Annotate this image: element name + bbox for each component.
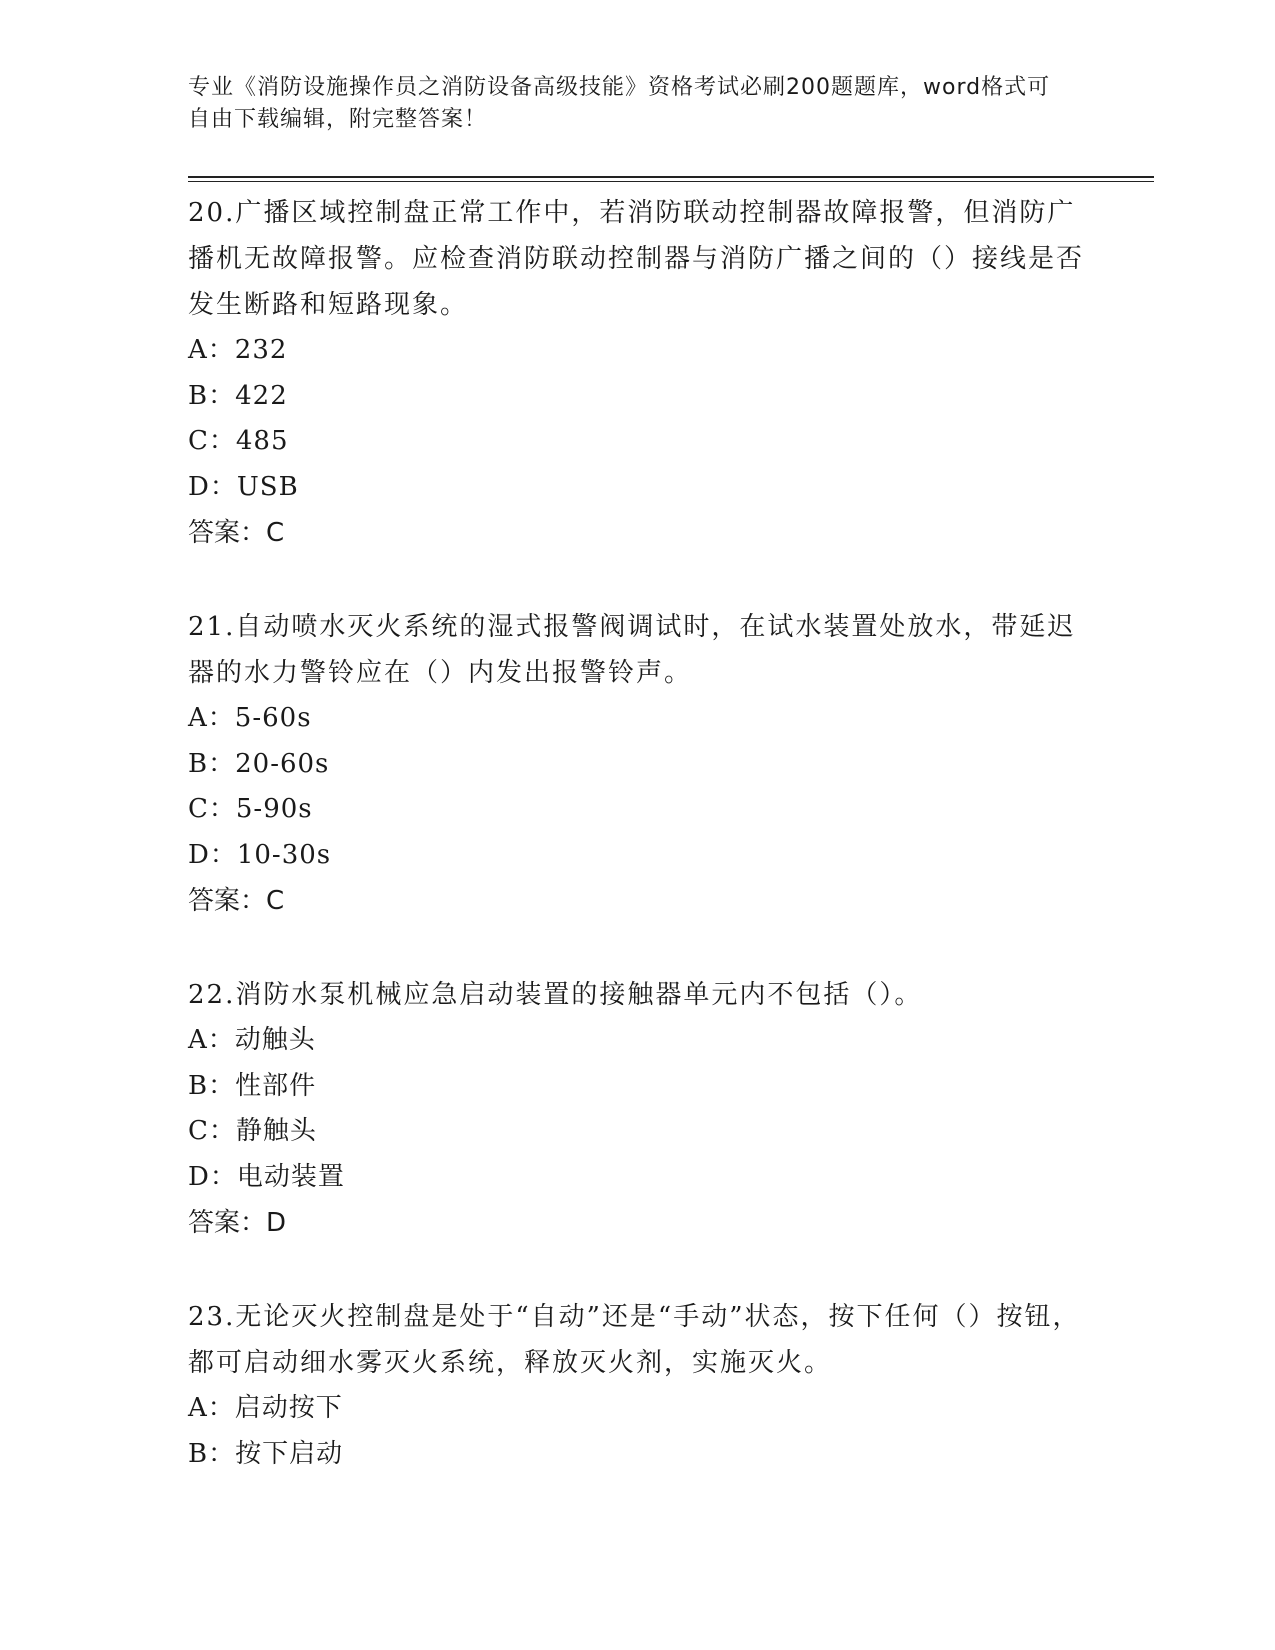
answer-line: 答案：D bbox=[188, 1208, 287, 1238]
option-c: C：5-90s bbox=[188, 794, 313, 824]
question-stem: 22.消防水泵机械应急启动装置的接触器单元内不包括（）。 bbox=[188, 980, 923, 1010]
answer-line: 答案：C bbox=[188, 886, 285, 916]
question-list bbox=[188, 190, 1088, 1477]
option-c: C：静触头 bbox=[188, 1116, 317, 1146]
question-22 bbox=[188, 972, 1088, 1246]
option-a: A：5-60s bbox=[188, 703, 312, 733]
option-d: D：电动装置 bbox=[188, 1161, 345, 1192]
option-d: D：USB bbox=[188, 471, 299, 502]
question-gap bbox=[188, 924, 1088, 972]
option-b: B：20-60s bbox=[188, 748, 330, 779]
question-stem: 23.无论灭火控制盘是处于“自动”还是“手动”状态，按下任何（）按钮，都可启动细水雾灭火系统，释放灭火剂，实施灭火。 bbox=[188, 1302, 1081, 1378]
question-20 bbox=[188, 190, 1088, 556]
option-a: A：232 bbox=[188, 335, 288, 365]
option-b: B：按下启动 bbox=[188, 1438, 344, 1469]
question-stem: 21.自动喷水灭火系统的湿式报警阀调试时，在试水装置处放水，带延迟器的水力警铃应在（）内发出报警铃声。 bbox=[188, 612, 1076, 688]
option-b: B：性部件 bbox=[188, 1070, 317, 1101]
option-c: C：485 bbox=[188, 426, 289, 456]
option-a: A：启动按下 bbox=[188, 1393, 343, 1423]
option-a: A：动触头 bbox=[188, 1025, 316, 1055]
header-divider-thin bbox=[188, 181, 1154, 182]
question-gap bbox=[188, 1246, 1088, 1294]
document-header: 专业《消防设施操作员之消防设备高级技能》资格考试必刷200题题库，word格式可自由下载编辑，附完整答案！ bbox=[188, 75, 1051, 132]
question-stem: 20.广播区域控制盘正常工作中，若消防联动控制器故障报警，但消防广播机无故障报警。应检查消防联动控制器与消防广播之间的（）接线是否发生断路和短路现象。 bbox=[188, 198, 1085, 320]
question-23 bbox=[188, 1294, 1088, 1477]
header-divider-thick bbox=[188, 176, 1154, 178]
question-gap bbox=[188, 556, 1088, 604]
option-d: D：10-30s bbox=[188, 839, 332, 870]
option-b: B：422 bbox=[188, 380, 288, 411]
question-21 bbox=[188, 604, 1088, 924]
answer-line: 答案：C bbox=[188, 518, 285, 548]
